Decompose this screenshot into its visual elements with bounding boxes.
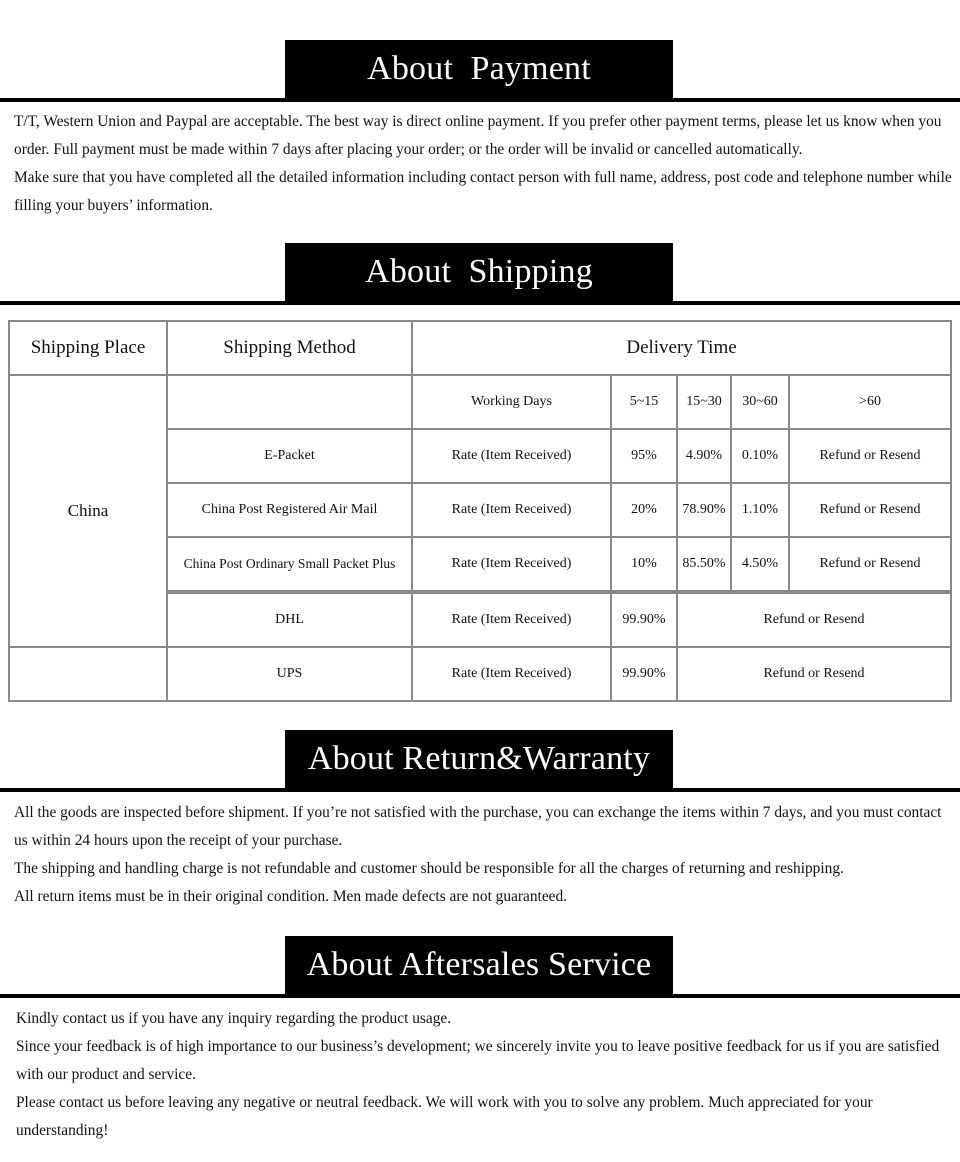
- rate-5-15: 99.90%: [610, 592, 678, 648]
- method-dhl: DHL: [166, 592, 413, 648]
- range-over-60: >60: [788, 374, 952, 430]
- shipping-place-china: China: [8, 374, 168, 648]
- rate-30-60: 4.50%: [730, 536, 790, 592]
- header-shipping-method: Shipping Method: [166, 320, 413, 376]
- rate-15-30: 85.50%: [676, 536, 732, 592]
- method-china-post-ordinary: China Post Ordinary Small Packet Plus: [166, 536, 413, 592]
- aftersales-paragraph: Kindly contact us if you have any inquiry regarding the product usage.: [16, 1010, 452, 1027]
- range-30-60: 30~60: [730, 374, 790, 430]
- outcome-merged: Refund or Resend: [676, 646, 952, 702]
- payment-paragraph: T/T, Western Union and Paypal are acceptable. The best way is direct online payment. If you prefer other payment terms, please let us know when you order. Full payment must be made within 7 days after placing your order; or the order will be invalid or cancelled automatically.: [14, 113, 942, 158]
- shipping-place-empty: [8, 646, 168, 702]
- method-ups: UPS: [166, 646, 413, 702]
- rate-label: Rate (Item Received): [411, 482, 612, 538]
- method-china-post-registered: China Post Registered Air Mail: [166, 482, 413, 538]
- rate-label: Rate (Item Received): [411, 536, 612, 592]
- rate-15-30: 4.90%: [676, 428, 732, 484]
- header-shipping-place: Shipping Place: [8, 320, 168, 376]
- aftersales-paragraph: Since your feedback is of high importance to our business’s development; we sincerely invite you to leave positive feedback for us if you are satisfied with our product and service.: [16, 1038, 940, 1083]
- returns-section-header: [0, 730, 960, 792]
- outcome-merged: Refund or Resend: [676, 592, 952, 648]
- rate-30-60: 1.10%: [730, 482, 790, 538]
- shipping-section-header: [0, 243, 960, 305]
- shipping-title: About Shipping: [285, 243, 673, 303]
- outcome-over-60: Refund or Resend: [788, 428, 952, 484]
- working-days-label: Working Days: [411, 374, 612, 430]
- range-15-30: 15~30: [676, 374, 732, 430]
- rate-label: Rate (Item Received): [411, 592, 612, 648]
- payment-section-header: [0, 40, 960, 102]
- rate-5-15: 99.90%: [610, 646, 678, 702]
- rate-5-15: 95%: [610, 428, 678, 484]
- returns-paragraph: All the goods are inspected before shipment. If you’re not satisfied with the purchase, you can exchange the items within 7 days, and you must contact us within 24 hours upon the receipt of your purchase.: [14, 804, 942, 849]
- returns-title: About Return&Warranty: [285, 730, 673, 790]
- shipping-table: [8, 320, 952, 702]
- rate-15-30: 78.90%: [676, 482, 732, 538]
- rate-label: Rate (Item Received): [411, 428, 612, 484]
- range-5-15: 5~15: [610, 374, 678, 430]
- aftersales-title: About Aftersales Service: [285, 936, 673, 996]
- header-delivery-time: Delivery Time: [411, 320, 952, 376]
- returns-paragraph: All return items must be in their original condition. Men made defects are not guaranteed.: [14, 888, 568, 905]
- payment-title: About Payment: [285, 40, 673, 100]
- rate-5-15: 20%: [610, 482, 678, 538]
- payment-text: [14, 108, 958, 220]
- method-empty-cell: [166, 374, 413, 430]
- aftersales-text: [16, 1005, 946, 1145]
- aftersales-section-header: [0, 936, 960, 998]
- payment-paragraph: Make sure that you have completed all the detailed information including contact person with full name, address, post code and telephone number while filling your buyers’ information.: [14, 169, 952, 214]
- outcome-over-60: Refund or Resend: [788, 536, 952, 592]
- rate-30-60: 0.10%: [730, 428, 790, 484]
- method-e-packet: E-Packet: [166, 428, 413, 484]
- rate-label: Rate (Item Received): [411, 646, 612, 702]
- aftersales-paragraph: Please contact us before leaving any negative or neutral feedback. We will work with you to solve any problem. Much appreciated for your understanding!: [16, 1094, 873, 1139]
- rate-5-15: 10%: [610, 536, 678, 592]
- returns-paragraph: The shipping and handling charge is not refundable and customer should be responsible for all the charges of returning and reshipping.: [14, 860, 844, 877]
- outcome-over-60: Refund or Resend: [788, 482, 952, 538]
- returns-text: [14, 799, 958, 911]
